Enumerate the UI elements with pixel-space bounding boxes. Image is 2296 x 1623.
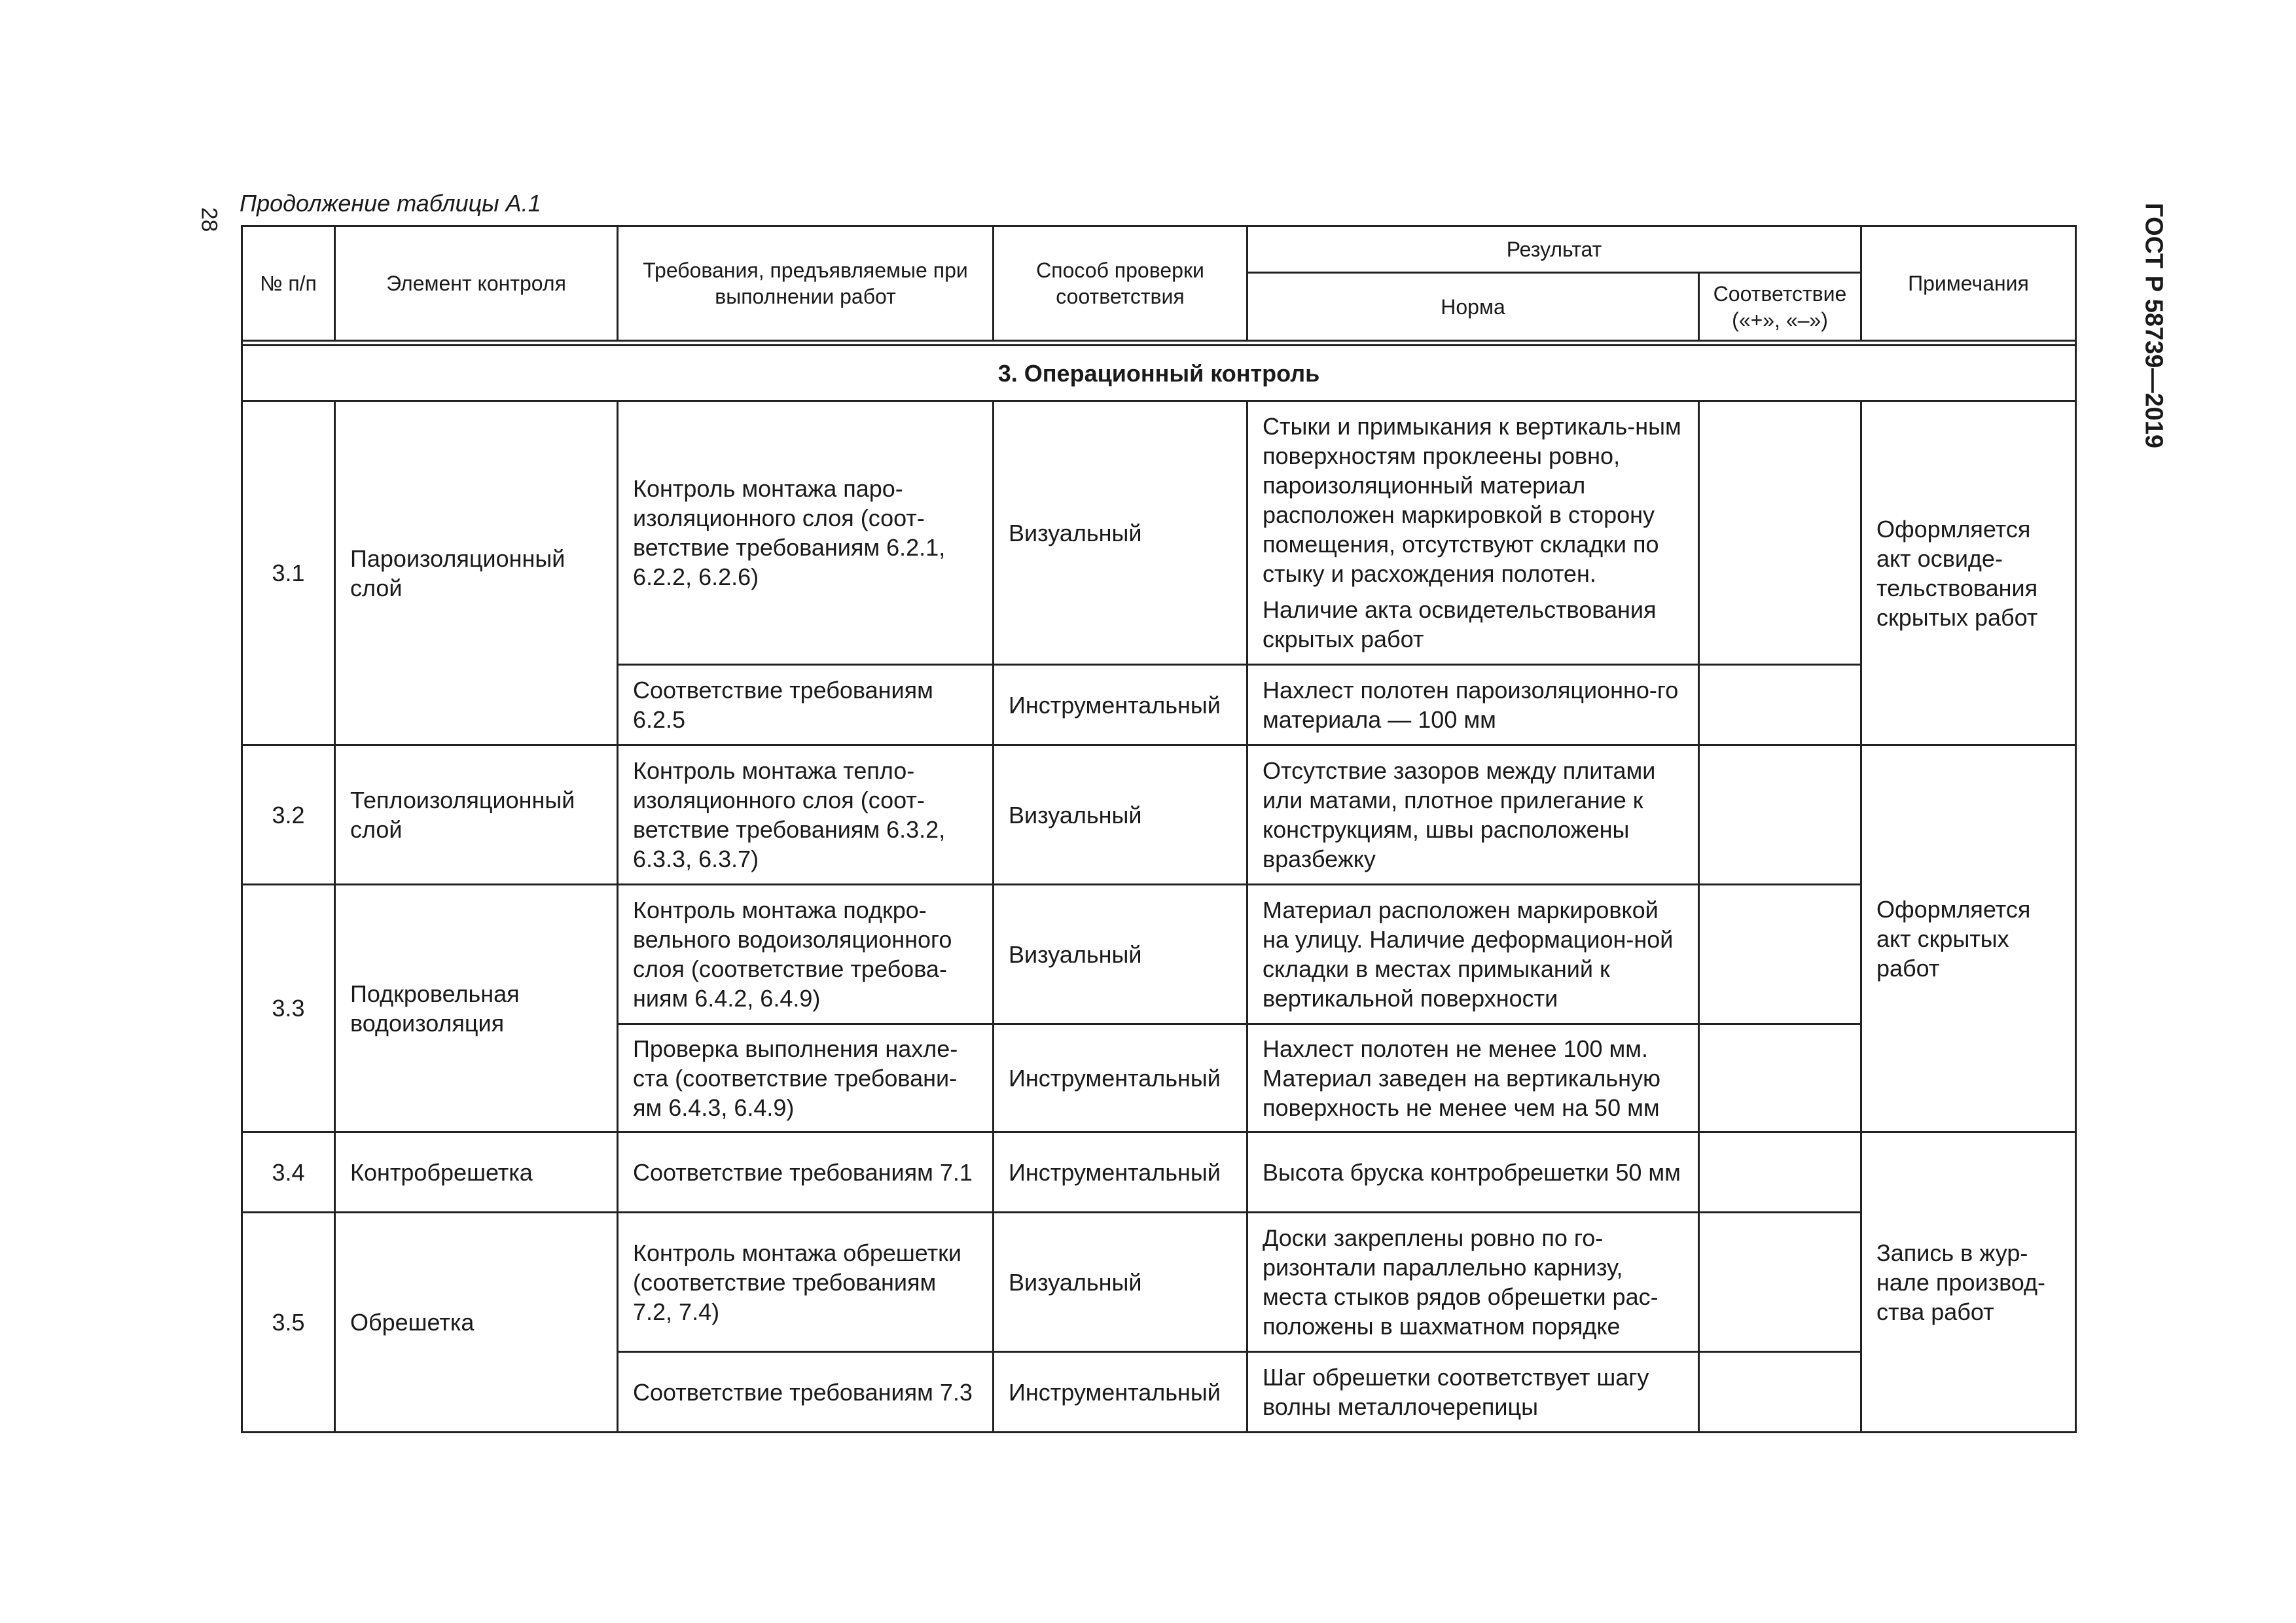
row-requirement: Проверка выполнения нахле-ста (соответствие требовани-ям 6.4.3, 6.4.9) bbox=[618, 1024, 994, 1132]
table-row bbox=[242, 401, 2076, 665]
header-method: Способ проверки соответствия bbox=[994, 226, 1247, 341]
row-element: Контробрешетка bbox=[335, 1132, 618, 1213]
row-norm: Нахлест полотен пароизоляционно-го материала — 100 мм bbox=[1247, 665, 1699, 745]
row-compliance bbox=[1699, 745, 1861, 885]
row-element: Пароизоляционный слой bbox=[335, 401, 618, 745]
row-method: Визуальный bbox=[994, 745, 1247, 885]
table-caption: Продолжение таблицы А.1 bbox=[240, 190, 541, 217]
row-norm: Высота бруска контробрешетки 50 мм bbox=[1247, 1132, 1699, 1213]
row-compliance bbox=[1699, 1213, 1861, 1352]
page-number: 28 bbox=[196, 207, 222, 232]
row-norm: Шаг обрешетки соответствует шагу волны металлочерепицы bbox=[1247, 1352, 1699, 1433]
row-element: Подкровельная водоизоляция bbox=[335, 885, 618, 1132]
row-method: Инструментальный bbox=[994, 1352, 1247, 1433]
row-compliance bbox=[1699, 885, 1861, 1024]
row-requirement: Контроль монтажа паро-изоляционного слоя (соот-ветствие требованиям 6.2.1, 6.2.2, 6.2.6) bbox=[618, 401, 994, 665]
row-requirement: Соответствие требованиям 7.1 bbox=[618, 1132, 994, 1213]
row-method: Визуальный bbox=[994, 1213, 1247, 1352]
row-requirement: Контроль монтажа подкро-вельного водоизоляционного слоя (соответствие требова-ниям 6.4.2, 6.4.9) bbox=[618, 885, 994, 1024]
header-norm: Норма bbox=[1247, 273, 1699, 341]
header-requirements: Требования, предъявляемые при выполнении работ bbox=[618, 226, 994, 341]
table-row bbox=[242, 1213, 2076, 1352]
control-table bbox=[241, 225, 2077, 1433]
row-requirement: Соответствие требованиям 6.2.5 bbox=[618, 665, 994, 745]
row-requirement: Контроль монтажа тепло-изоляционного слоя (соот-ветствие требованиям 6.3.2, 6.3.3, 6.3.7) bbox=[618, 745, 994, 885]
header-row bbox=[242, 226, 2076, 273]
row-requirement: Соответствие требованиям 7.3 bbox=[618, 1352, 994, 1433]
row-norm: Материал расположен маркировкой на улицу. Наличие деформацион-ной складки в местах примыканий к вертикальной поверхности bbox=[1247, 885, 1699, 1024]
row-compliance bbox=[1699, 1352, 1861, 1433]
table-row bbox=[242, 1132, 2076, 1213]
row-num: 3.1 bbox=[242, 401, 335, 745]
standard-code-text: ГОСТ Р 58739—2019 bbox=[2140, 203, 2168, 448]
section-row bbox=[242, 346, 2076, 401]
row-method: Инструментальный bbox=[994, 1024, 1247, 1132]
row-method: Визуальный bbox=[994, 401, 1247, 665]
table-row bbox=[242, 885, 2076, 1024]
row-note: Оформляется акт скрытых работ bbox=[1861, 745, 2076, 1132]
row-num: 3.5 bbox=[242, 1213, 335, 1433]
row-norm bbox=[1247, 401, 1699, 665]
row-note: Оформляется акт освиде-тельствования скрытых работ bbox=[1861, 401, 2076, 745]
header-notes: Примечания bbox=[1861, 226, 2076, 341]
row-note: Запись в жур-нале производ-ства работ bbox=[1861, 1132, 2076, 1433]
row-norm: Отсутствие зазоров между плитами или матами, плотное прилегание к конструкциям, швы расположены вразбежку bbox=[1247, 745, 1699, 885]
row-num: 3.2 bbox=[242, 745, 335, 885]
row-element: Теплоизоляционный слой bbox=[335, 745, 618, 885]
row-num: 3.4 bbox=[242, 1132, 335, 1213]
norm-paragraph: Наличие акта освидетельствования скрытых работ bbox=[1263, 596, 1657, 652]
row-norm: Нахлест полотен не менее 100 мм. Материал заведен на вертикальную поверхность не менее чем на 50 мм bbox=[1247, 1024, 1699, 1132]
row-requirement: Контроль монтажа обрешетки (соответствие требованиям 7.2, 7.4) bbox=[618, 1213, 994, 1352]
row-method: Инструментальный bbox=[994, 1132, 1247, 1213]
header-divider bbox=[242, 341, 2076, 346]
row-method: Визуальный bbox=[994, 885, 1247, 1024]
header-compliance: Соответствие («+», «–») bbox=[1699, 273, 1861, 341]
row-num: 3.3 bbox=[242, 885, 335, 1132]
header-element: Элемент контроля bbox=[335, 226, 618, 341]
header-result: Результат bbox=[1247, 226, 1861, 273]
header-num: № п/п bbox=[242, 226, 335, 341]
row-norm: Доски закреплены ровно по го-ризонтали параллельно карнизу, места стыков рядов обрешетки рас-положены в шахматном порядке bbox=[1247, 1213, 1699, 1352]
row-compliance bbox=[1699, 1024, 1861, 1132]
row-method: Инструментальный bbox=[994, 665, 1247, 745]
table-row bbox=[242, 745, 2076, 885]
row-compliance bbox=[1699, 1132, 1861, 1213]
section-title: 3. Операционный контроль bbox=[242, 346, 2076, 401]
norm-paragraph: Стыки и примыкания к вертикаль-ным поверхностям проклеены ровно, пароизоляционный материал расположен маркировкой в сторону помещения, отсутствуют складки по стыку и расхождения полотен. bbox=[1263, 413, 1681, 587]
row-compliance bbox=[1699, 665, 1861, 745]
row-compliance bbox=[1699, 401, 1861, 665]
row-element: Обрешетка bbox=[335, 1213, 618, 1433]
standard-code bbox=[2134, 194, 2173, 469]
